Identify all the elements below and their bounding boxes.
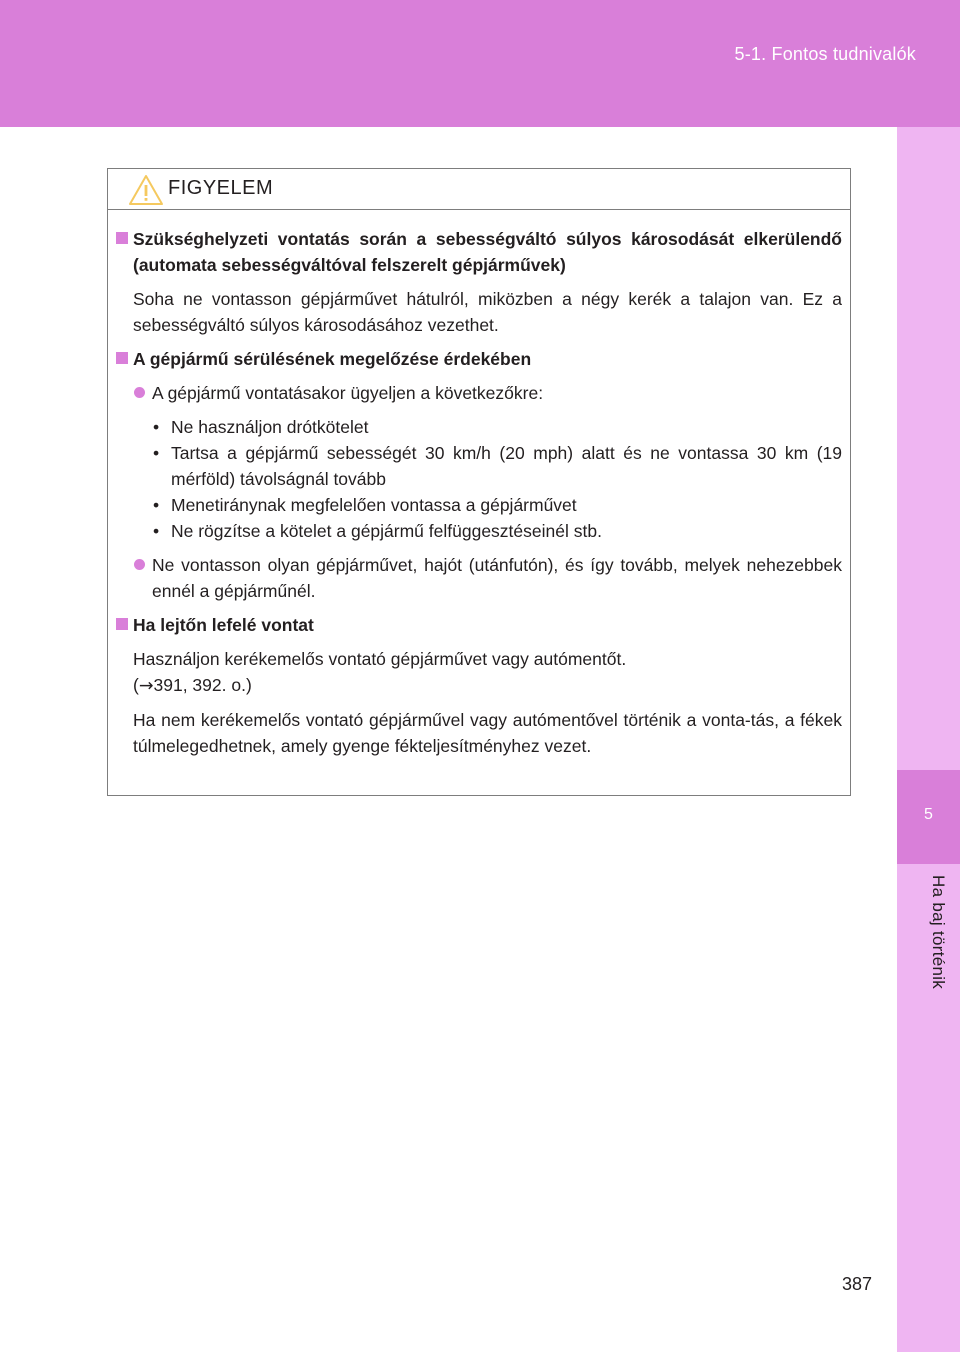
paragraph-text: Használjon kerékemelős vontató gépjárművet vagy autómentőt. <box>133 649 627 669</box>
sub-list-item <box>116 414 842 440</box>
bullet-dot-icon: • <box>153 495 160 515</box>
side-band <box>897 127 960 1352</box>
list-item <box>116 380 842 406</box>
square-bullet-icon <box>116 618 128 630</box>
page-number: 387 <box>842 1274 873 1294</box>
section-heading-text: Szükséghelyzeti vontatás során a sebességváltó súlyos károsodását elkerülendő (automata sebességváltóval felszerelt gépjárművek) <box>133 229 842 275</box>
section-heading-2 <box>116 346 842 372</box>
paragraph: Soha ne vontasson gépjárművet hátulról, miközben a négy kerék a talajon van. Ez a sebességváltó súlyos károsodásához vezethet. <box>133 289 842 335</box>
arrow-right-icon: → <box>138 676 154 696</box>
section-heading-text: Ha lejtőn lefelé vontat <box>133 615 314 635</box>
chapter-number: 5 <box>924 806 933 823</box>
bullet-dot-icon: • <box>153 521 160 541</box>
sub-list-item-text: Tartsa a gépjármű sebességét 30 km/h (20 mph) alatt és ne vontassa 30 km (19 mérföld) távolságnál tovább <box>171 443 842 489</box>
warning-box <box>107 168 851 796</box>
sub-list-item-text: Ne rögzítse a kötelet a gépjármű felfüggesztéseinél stb. <box>171 521 602 541</box>
warning-body <box>108 210 850 759</box>
chapter-tab[interactable] <box>897 770 960 864</box>
square-bullet-icon <box>116 232 128 244</box>
section-heading-3 <box>116 612 842 638</box>
warning-title: FIGYELEM <box>168 177 274 199</box>
sub-list-item-text: Menetiránynak megfelelően vontassa a gépjárművet <box>171 495 577 515</box>
sub-list-item <box>116 492 842 518</box>
bullet-dot-icon: • <box>153 443 160 463</box>
list-item <box>116 552 842 604</box>
section-title: 5-1. Fontos tudnivalók <box>734 44 916 64</box>
list-item-text: A gépjármű vontatásakor ügyeljen a következőkre: <box>152 383 544 403</box>
paragraph: Ha nem kerékemelős vontató gépjárművel vagy autómentővel történik a vonta-tás, a fékek túlmelegedhetnek, amely gyenge fékteljesítményhez vezet. <box>133 710 842 756</box>
circle-bullet-icon <box>134 559 145 570</box>
reference-open: ( <box>133 675 139 695</box>
sub-list-item <box>116 518 842 544</box>
chapter-title: Ha baj történik <box>929 875 948 990</box>
paragraph <box>116 646 842 699</box>
warning-header <box>108 169 850 210</box>
sub-list-item-text: Ne használjon drótkötelet <box>171 417 369 437</box>
sub-list-item <box>116 440 842 492</box>
page-reference[interactable]: 391, 392. o.) <box>153 675 252 695</box>
square-bullet-icon <box>116 352 128 364</box>
circle-bullet-icon <box>134 387 145 398</box>
section-heading-text: A gépjármű sérülésének megelőzése érdekében <box>133 349 532 369</box>
section-heading-1 <box>116 226 842 278</box>
warning-triangle-icon <box>128 174 164 206</box>
list-item-text: Ne vontasson olyan gépjárművet, hajót (utánfutón), és így tovább, melyek nehezebbek ennél a gépjárműnél. <box>152 555 842 601</box>
bullet-dot-icon: • <box>153 417 160 437</box>
sub-list <box>116 414 842 544</box>
